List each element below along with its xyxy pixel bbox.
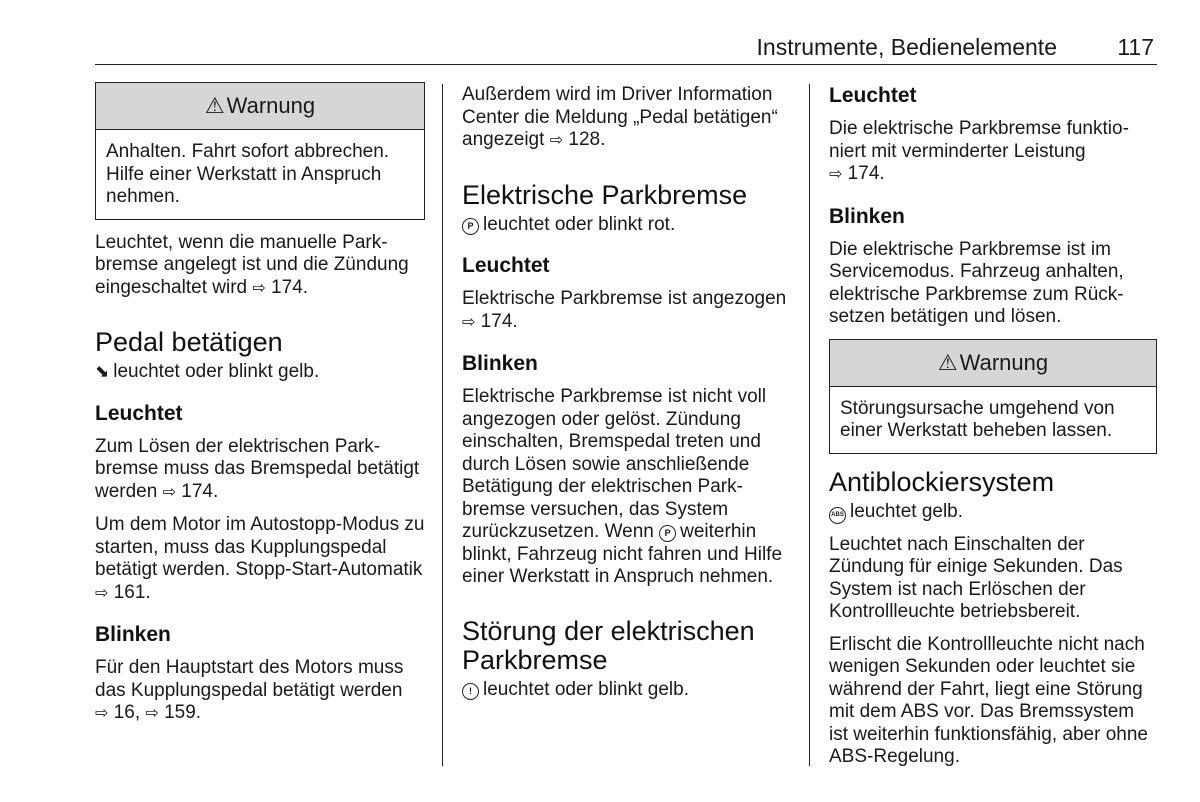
paragraph: Zum Lösen der elektrischen Parkbremse muss das Bremspedal betätigt werden ⇨ 174. [95, 435, 420, 502]
page-ref-icon: ⇨ [829, 166, 843, 183]
section-heading: Pedal betätigen [95, 327, 283, 357]
paragraph: Erlischt die Kontrollleuchte nicht nach wenigen Sekunden oder leuchtet sie während der Fahrt, liegt eine Störung mit dem ABS vor. Das Bremssystem ist weiterhin funktionsfähig, aber ohne ABS-Regelung. [829, 633, 1148, 767]
page-ref-icon: ⇨ [549, 132, 564, 149]
page-ref-icon: ⇨ [252, 279, 266, 297]
section-heading: Elektrische Parkbremse [462, 179, 748, 210]
paragraph: Die elektrische Parkbremse funktioniert mit verminderter Leistung ⇨ 174. [829, 118, 1129, 184]
section-heading: Antiblockiersystem [829, 466, 1055, 497]
warning-title: Warnung [959, 349, 1049, 375]
subheading: Blinken [829, 204, 905, 228]
paragraph: Die elektrische Parkbremse ist im Servicemodus. Fahrzeug anhalten, elektrische Parkbremse zum Rücksetzen betätigen und lösen. [829, 238, 1124, 327]
subheading: Leuchtet [829, 84, 917, 107]
page-ref-icon: ⇨ [462, 313, 476, 331]
parking-brake-icon: P [659, 525, 676, 542]
page-number: 117 [1117, 34, 1154, 60]
parking-brake-fault-icon: ! [462, 683, 479, 700]
warning-triangle-icon: ⚠ [204, 93, 225, 118]
column-3 [829, 84, 1157, 779]
page-ref-icon: ⇨ [95, 705, 109, 722]
column-divider [809, 84, 810, 766]
chapter-title: Instrumente, Bedienelemente [756, 34, 1057, 60]
section-heading: Störung der elektrischen Parkbremse [462, 615, 755, 675]
subheading: Blinken [95, 623, 171, 646]
warning-box [95, 82, 425, 220]
parking-brake-icon: P [462, 218, 479, 235]
icon-description: ⬊ leuchtet oder blinkt gelb. [95, 361, 320, 382]
paragraph: Elektrische Parkbremse ist angezogen ⇨ 174. [462, 288, 787, 332]
paragraph: Leuchtet, wenn die manuelle Parkbremse angelegt ist und die Zündung eingeschaltet wird ⇨ 174. [95, 231, 409, 298]
warning-title: Warnung [226, 93, 316, 118]
icon-description: ABS leuchtet gelb. [829, 501, 1157, 524]
paragraph: Leuchtet nach Einschalten der Zündung für einige Sekunden. Das System ist nach Erlöschen der Kontrollleuchte betriebsbereit. [829, 533, 1123, 622]
icon-description: P leuchtet oder blinkt rot. [462, 214, 794, 237]
page-ref-icon: ⇨ [145, 705, 159, 722]
paragraph: Um dem Motor im Autostopp-Modus zu starten, muss das Kupplungspedal betätigt werden. Stopp-Start-Automatik ⇨ 161. [95, 514, 425, 603]
subheading: Leuchtet [95, 401, 183, 425]
subheading: Leuchtet [462, 254, 550, 277]
warning-header [96, 83, 424, 130]
warning-header [830, 340, 1156, 387]
page-ref-icon: ⇨ [162, 483, 177, 501]
warning-text: Anhalten. Fahrt sofort abbrechen. Hilfe einer Werkstatt in Anspruch nehmen. [106, 141, 390, 207]
page-header [95, 30, 1157, 65]
warning-text: Störungsursache umgehend von einer Werkstatt beheben lassen. [840, 397, 1115, 441]
warning-triangle-icon: ⚠ [937, 349, 958, 375]
icon-description: ! leuchtet oder blinkt gelb. [462, 679, 794, 702]
warning-box [829, 339, 1157, 454]
subheading: Blinken [462, 352, 538, 375]
paragraph: Außerdem wird im Driver Information Center die Meldung „Pedal betätigen“ angezeigt ⇨ 128. [462, 84, 778, 150]
column-divider [442, 84, 443, 766]
column-2 [462, 84, 794, 711]
paragraph: Elektrische Parkbremse ist nicht voll angezogen oder gelöst. Zündung einschalten, Bremspedal treten und durch Lösen sowie anschließende Betätigung der elektrischen Parkbremse versuchen, das System zurückzusetzen. Wenn P weiterhin blinkt, Fahrzeug nicht fahren und Hilfe einer Werkstatt in Anspruch nehmen. [462, 386, 783, 587]
column-1 [95, 82, 425, 736]
paragraph: Für den Hauptstart des Motors muss das Kupplungspedal betätigt werden ⇨ 16, ⇨ 159. [95, 657, 404, 723]
page-ref-icon: ⇨ [95, 584, 109, 602]
pedal-icon: ⬊ [95, 362, 110, 381]
abs-icon: ABS [829, 507, 846, 524]
